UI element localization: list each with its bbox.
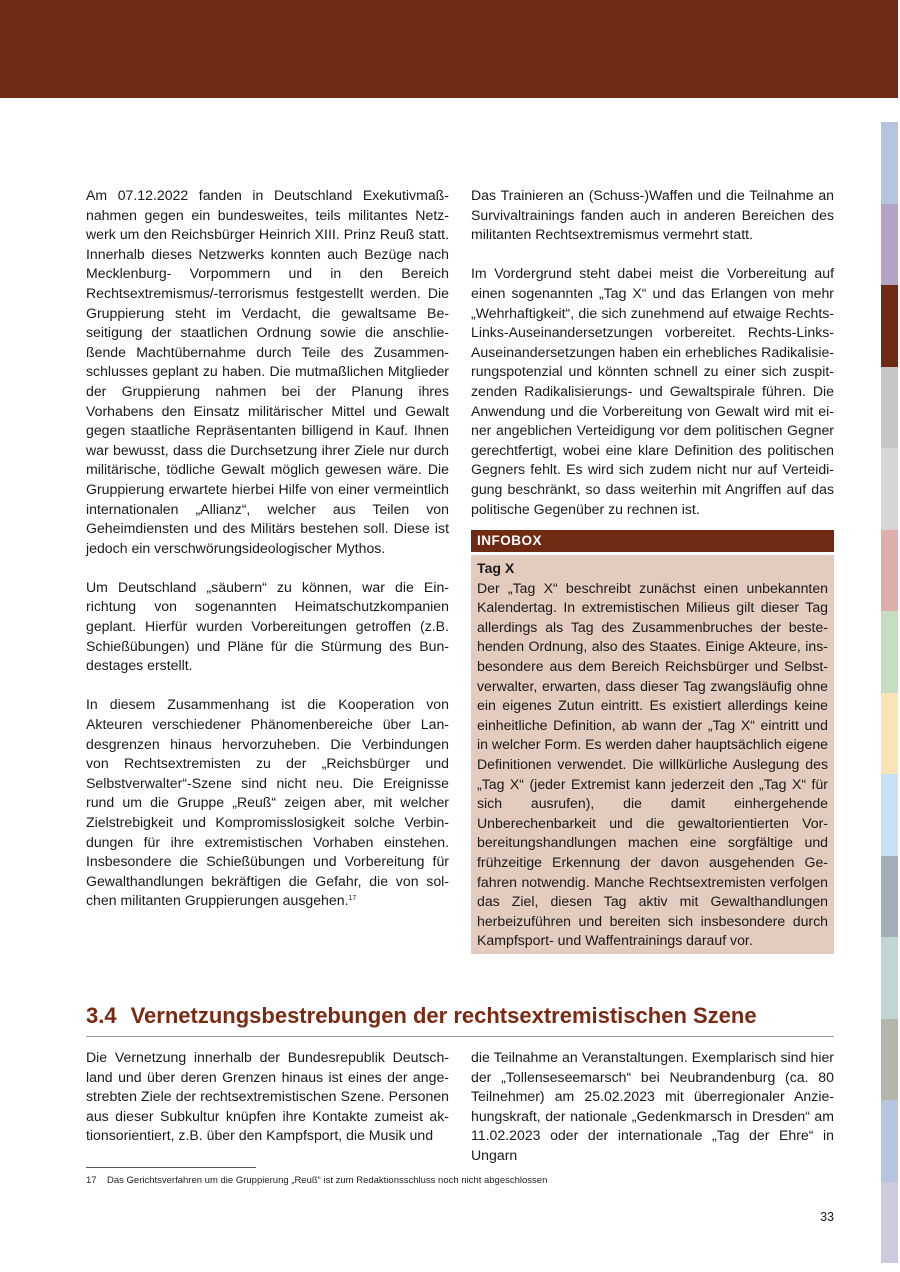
section-left-column xyxy=(86,1048,449,1146)
section-number: 3.4 xyxy=(86,1003,117,1028)
chapter-tab[interactable] xyxy=(881,937,898,1019)
chapter-tab[interactable] xyxy=(881,1019,898,1101)
header-bar xyxy=(0,0,898,98)
chapter-tab[interactable] xyxy=(881,1182,898,1264)
section-heading xyxy=(86,1001,834,1037)
paragraph: die Teilnahme an Veranstaltungen. Exemplarisch sind hier der „Tollenseseemarsch“ bei Neubrandenburg (ca. 80 Teilnehmer) am 25.02.2023 mit überregionaler Anziehungskraft, der nationale „Gedenkmarsch in Dresden“ am 11.02.2023 oder der internationale „Tag der Ehre“ in Ungarn xyxy=(471,1049,834,1163)
chapter-tab[interactable] xyxy=(881,204,898,286)
infobox-title: Tag X xyxy=(477,560,515,576)
footnote-reference[interactable]: 17 xyxy=(348,895,357,903)
section-title: Vernetzungsbestrebungen der rechtsextremistischen Szene xyxy=(130,1003,757,1028)
left-column xyxy=(86,186,449,911)
paragraph: Um Deutschland „säubern“ zu können, war die Einrichtung von sogenannten Heimatschutzkompanien geplant. Hierfür wurden Vorbereitungen getroffen (z.B. Schießübungen) und Pläne für die Stürmung des Bundestages erstellt. xyxy=(86,578,449,674)
footnote-divider xyxy=(86,1167,256,1168)
chapter-tab[interactable] xyxy=(881,122,898,204)
paragraph-with-footnote xyxy=(86,695,449,911)
right-column xyxy=(471,186,834,519)
paragraph: Das Trainieren an (Schuss-)Waffen und die Teilnahme an Survivaltrainings fanden auch in anderen Bereichen des militanten Rechtsextremismus vermehrt statt. xyxy=(471,187,834,243)
paragraph: Die Vernetzung innerhalb der Bundesrepublik Deutschland und über deren Grenzen hinaus ist eines der angestrebten Ziele der rechtsextremistischen Szene. Personen aus dieser Subkultur knüpfen ihre Kontakte zumeist aktionsorientiert, z.B. über den Kampfsport, die Musik und xyxy=(86,1049,449,1144)
chapter-tab[interactable] xyxy=(881,611,898,693)
chapter-tab[interactable] xyxy=(881,693,898,775)
paragraph: Am 07.12.2022 fanden in Deutschland Exekutivmaßnahmen gegen ein bundesweites, teils militantes Netzwerk um den Reichsbürger Heinrich XIII. Prinz Reuß statt. Innerhalb dieses Netzwerks konnten auch Bezüge nach Mecklenburg- Vorpommern und in den Bereich Rechtsextremismus/-terrorismus festgestellt werden. Die Gruppierung steht im Verdacht, die gewaltsame Beseitigung der staatlichen Ordnung sowie die anschließende Machtübernahme durch Teile des Zusammenschlusses geplant zu haben. Die mutmaßlichen Mitglieder der Gruppierung nahmen bei der Planung ihres Vorhabens den Einsatz militärischer Mittel und Gewalt gegen staatliche Repräsentanten billigend in Kauf. Ihnen war bewusst, dass die Durchsetzung ihrer Ziele nur durch militärische, tödliche Gewalt möglich gewesen wäre. Die Gruppierung erwartete hierbei Hilfe von einer vermeintlich internationalen „Allianz“, welcher aus Teilen von Geheimdiensten und des Militärs bestehen soll. Diese ist jedoch ein verschwörungsideologischer Mythos. xyxy=(86,187,449,556)
section-right-column xyxy=(471,1048,834,1166)
chapter-tab[interactable] xyxy=(881,856,898,938)
chapter-tab[interactable] xyxy=(881,774,898,856)
page-number: 33 xyxy=(820,1210,834,1224)
infobox-body xyxy=(471,555,834,954)
chapter-tabs xyxy=(881,122,898,1263)
chapter-tab[interactable] xyxy=(881,1100,898,1182)
chapter-tab-active[interactable] xyxy=(881,285,898,367)
paragraph-text: In diesem Zusammenhang ist die Kooperation von Akteuren verschiedener Phänomenbereiche über Landesgrenzen hinaus hervorzuheben. Die Verbindungen von Rechtsextremisten zu der „Reichsbürger und Selbstverwalter“-Szene sind nicht neu. Die Ereignisse rund um die Gruppe „Reuß“ zeigen aber, mit welcher Zielstrebigkeit und Kompromisslosigkeit solche Verbindungen für ihre extremistischen Vorhaben einstehen. Insbesondere die Schießübungen und Vorbereitung für Gewalthandlungen bekräftigen die Gefahr, die von solchen militanten Gruppierungen ausgehen. xyxy=(86,696,449,909)
infobox xyxy=(471,530,834,954)
chapter-tab[interactable] xyxy=(881,367,898,449)
infobox-text: Der „Tag X“ beschreibt zunächst einen unbekannten Kalendertag. In extremistischen Milieus gilt dieser Tag allerdings als Tag des Zusammenbruches der bestehenden Ordnung, also des Staates. Einige Akteure, insbesondere aus dem Bereich Reichsbürger und Selbstverwalter, erwarten, dass dieser Tag zwangsläufig ohne ein eigenes Zutun eintritt. Es existiert allerdings keine einheitliche Definition, ab wann der „Tag X“ eintritt und in welcher Form. Es werden daher hauptsächlich eigene Definitionen verwendet. Die willkürliche Auslegung des „Tag X“ (jeder Extremist kann jederzeit den „Tag X“ für sich ausrufen), die damit einhergehende Unberechenbarkeit und die gewaltorientierten Vorbereitungshandlungen machen eine sorgfältige und frühzeitige Erkennung der davon ausgehenden Gefahren notwendig. Manche Rechtsextremisten verfolgen das Ziel, diesen Tag aktiv mit Gewalthandlungen herbeizuführen und bereiten sich insbesondere durch Kampfsport- und Waffentrainings darauf vor. xyxy=(477,579,828,949)
chapter-tab[interactable] xyxy=(881,530,898,612)
footnote-number: 17 xyxy=(86,1175,97,1186)
footnote xyxy=(86,1174,547,1187)
chapter-tab[interactable] xyxy=(881,448,898,530)
infobox-header: INFOBOX xyxy=(471,530,834,552)
paragraph: Im Vordergrund steht dabei meist die Vorbereitung auf einen sogenannten „Tag X“ und das Erlangen von mehr „Wehrhaftigkeit“, die sich zunehmend auf etwaige Rechts-Links-Auseinandersetzungen vorbereitet. Rechts-Links-Auseinandersetzungen haben ein erhebliches Radikalisierungspotenzial und könnten schnell zu einer sich zuspitzenden Radikalisierungs- und Gewaltspirale führen. Die Anwendung und die Vorbereitung von Gewalt wird mit einer angeblichen Verteidigung vor dem politischen Gegner gerechtfertigt, wobei eine klare Definition des politischen Gegners fehlt. Es wird sich zudem nicht nur auf Verteidigung beschränkt, so dass weiterhin mit Angriffen auf das politische Gegenüber zu rechnen ist. xyxy=(471,265,834,517)
footnote-text: Das Gerichtsverfahren um die Gruppierung „Reuß“ ist zum Redaktionsschluss noch nicht abgeschlossen xyxy=(107,1175,548,1186)
